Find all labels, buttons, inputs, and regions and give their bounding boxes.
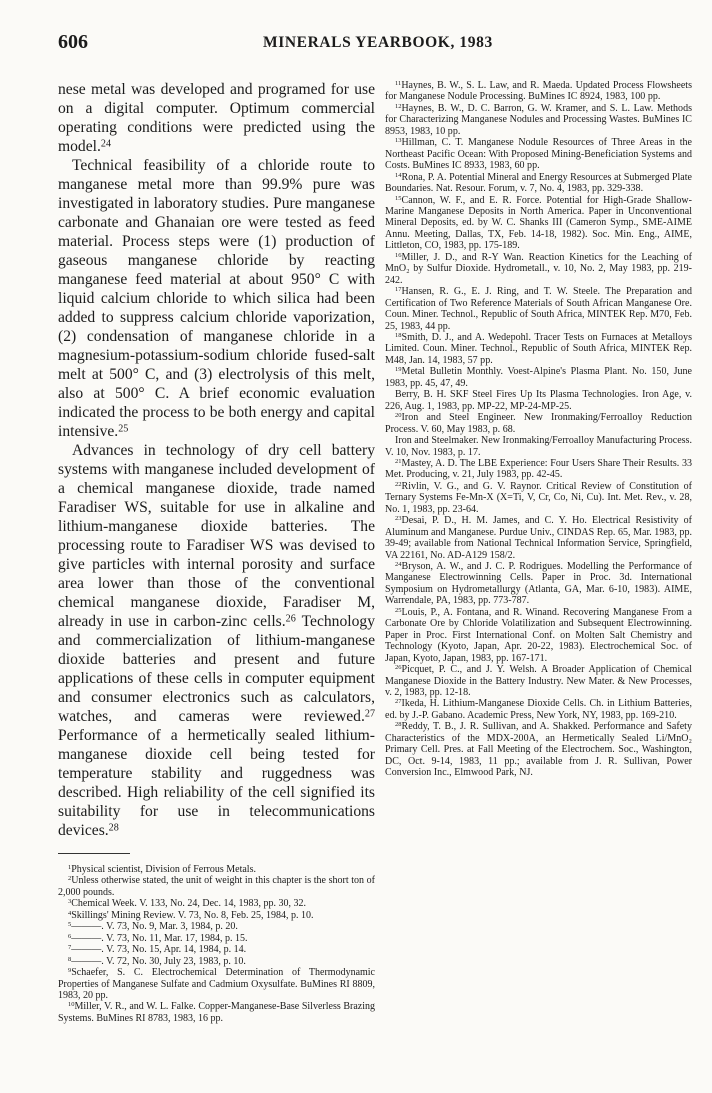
footnote-number: 26 — [395, 664, 402, 672]
footnote-text: Bryson, A. W., and J. C. P. Rodrigues. Modelling the Performance of Manganese Electrowinning Cells. Paper in Proc. 3d. International Symposium on Hydrometallurgy (Atlanta, GA, Mar. 6-10, 1983). AIME, Warrendale, PA, 1983, pp. 773-787. — [385, 561, 692, 607]
footnote-entry — [385, 103, 692, 137]
footnote-entry — [385, 664, 692, 698]
footnote-entry — [385, 332, 692, 366]
footnote-text: Smith, D. J., and A. Wedepohl. Tracer Tests on Furnaces at Metalloys Limited. Coun. Miner. Technol., Republic of South Africa, MINTEK Rep. M48, Jan. 14, 1983, 57 pp. — [385, 331, 692, 366]
page-number: 606 — [58, 31, 88, 53]
footnote-entry — [385, 195, 692, 252]
footnote-entry — [385, 80, 692, 103]
footnote-text: Metal Bulletin Monthly. Voest-Alpine's Plasma Plant. No. 150, June 1983, pp. 45, 47, 49. — [385, 366, 692, 389]
paragraph-text: nese metal was developed and programed for use on a digital computer. Optimum commercial operating conditions were predicted using the model. — [58, 81, 375, 155]
footnote-entry — [58, 875, 375, 898]
footnote-entry — [385, 366, 692, 389]
left-column — [58, 80, 375, 1080]
body-text — [58, 80, 375, 840]
footnote-ref-24: 24 — [100, 138, 112, 150]
footnote-entry — [385, 252, 692, 286]
footnote-text: Mastey, A. D. The LBE Experience: Four Users Share Their Results. 33 Met. Producing, v. 21, July 1983, pp. 42-45. — [385, 457, 692, 481]
footnote-entry — [58, 1001, 375, 1024]
footnote-number: 13 — [395, 137, 402, 145]
footnote-text: Picquet, P. C., and J. Y. Welsh. A Broader Application of Chemical Manganese Dioxide in the Battery Industry. New Mater. & New Processes, v. 2, 1983, pp. 12-18. — [385, 664, 692, 699]
footnote-entry — [58, 967, 375, 1001]
footnote-text: ———. V. 72, No. 30, July 23, 1983, p. 10. — [71, 955, 246, 967]
footnote-text: ———. V. 73, No. 15, Apr. 14, 1984, p. 14. — [71, 944, 247, 956]
footnote-text: Haynes, B. W., D. C. Barron, G. W. Kramer, and S. L. Law. Methods for Characterizing Manganese Nodules and Processing Wastes. BuMines IC 8953, 1983, 10 pp. — [385, 102, 692, 137]
footnote-entry — [385, 607, 692, 664]
footnote-entry — [58, 956, 375, 967]
footnote-entry — [385, 698, 692, 721]
footnote-number: 17 — [395, 286, 402, 294]
footnote-text: Hansen, R. G., E. J. Ring, and T. W. Steele. The Preparation and Certification of Two Reference Materials of South African Manganese Ore. Coun. Miner. Technol., Republic of South Africa, MINTEK Rep. M70, Feb. 25, 1983, 44 pp. — [385, 286, 692, 332]
footnote-entry — [58, 933, 375, 944]
footnote-number: 18 — [395, 332, 402, 340]
paragraph-text: Advances in technology of dry cell battery systems with manganese included development of a chemical manganese dioxide, trade named Faradiser WS, suitable for use in alkaline and lithium-manganese dioxide batteries. The processing route to Faradiser WS was devised to give particles with internal porosity and surface area lower than those of the conventional chemical manganese dioxide, Faradiser M, already in use in carbon-zinc cells. — [58, 442, 375, 630]
footnote-text: Iron and Steel Engineer. New Ironmaking/Ferroalloy Reduction Process. V. 60, May 1983, p. 68. — [385, 412, 692, 435]
footnote-divider — [58, 853, 130, 854]
footnote-entry — [385, 561, 692, 607]
footnote-text: Ikeda, H. Lithium-Manganese Dioxide Cells. Ch. in Lithium Batteries, ed. by J.-P. Gabano. Academic Press, New York, NY, 1983, pp. 169-210. — [385, 698, 692, 721]
running-head-title: MINERALS YEARBOOK, 1983 — [263, 34, 493, 51]
footnote-text: Physical scientist, Division of Ferrous Metals. — [71, 864, 256, 875]
footnote-entry — [385, 515, 692, 561]
footnote-number: 21 — [395, 458, 402, 466]
footnote-number: 10 — [68, 1001, 75, 1009]
footnote-ref-28: 28 — [108, 822, 119, 834]
footnote-text: Cannon, W. F., and E. R. Force. Potential for High-Grade Shallow-Marine Manganese Deposits in North America. Paper in Unconventional Mineral Deposits, ed. by W. C. Shanks III (Cameron Symp., SME-AIME Annu. Meeting, Dallas, TX, Feb. 14-18, 1982). Soc. Min. Eng., AIME, Littleton, CO, 1983, pp. 175-189. — [385, 194, 692, 252]
footnote-entry — [385, 458, 692, 481]
footnote-entry — [385, 481, 692, 515]
footnote-text: Schaefer, S. C. Electrochemical Determination of Thermodynamic Properties of Manganese Sulfate and Cadmium Oxysulfate. BuMines RI 8809, 1983, 20 pp. — [58, 967, 375, 1001]
footnote-text: Iron and Steelmaker. New Ironmaking/Ferroalloy Manufacturing Process. V. 10, Nov. 1983, p. 17. — [385, 435, 692, 458]
footnote-text: Reddy, T. B., J. R. Sullivan, and A. Shakked. Performance and Safety Characteristics of the MDX-200A, an Hermetically Sealed Li/MnO₂ Primary Cell. Pres. at Fall Meeting of the Electrochem. Soc., Washington, DC, Oct. 9-14, 1983, 11 pp.; available from J. R. Sullivan, Power Conversion Inc., Elmwood Park, NJ. — [385, 721, 692, 779]
footnote-number: 2 — [68, 875, 72, 883]
footnote-number: 14 — [395, 171, 402, 179]
footnote-entry — [385, 137, 692, 171]
footnote-ref-27: 27 — [364, 708, 375, 720]
paragraph-text: Technical feasibility of a chloride route to manganese metal more than 99.9% pure was investigated in laboratory studies. Pure manganese carbonate and Ghanaian ore were tested as feed material. Process steps were (1) production of gaseous manganese chloride by reacting manganese feed material at about 950° C with liquid calcium chloride to which silica had been added to suppress calcium chloride vaporization, (2) condensation of manganese chloride in a magnesium-potassium-sodium chloride fused-salt melt at 500° C, and (3) electrolysis of this melt, also at 500° C. A brief economic evaluation indicated the process to be both energy and capital intensive. — [58, 157, 375, 440]
footnote-number: 5 — [68, 921, 72, 929]
footnote-entry — [58, 921, 375, 932]
footnote-entry — [58, 910, 375, 921]
footnote-number: 6 — [68, 932, 72, 940]
footnote-entry — [58, 898, 375, 909]
footnote-number: 15 — [395, 194, 402, 202]
footnote-text: Berry, B. H. SKF Steel Fires Up Its Plasma Technologies. Iron Age, v. 226, Aug. 1, 1983, pp. MP-22, MP-24-MP-25. — [385, 389, 692, 412]
footnote-text: Rivlin, V. G., and G. V. Raynor. Critical Review of Constitution of Ternary Systems Fe-Mn-X (X=Ti, V, Cr, Co, Ni, Cu). Int. Met. Rev., v. 28, No. 1, 1983, pp. 23-64. — [385, 480, 692, 515]
footnote-entry — [385, 721, 692, 778]
footnote-number: 8 — [68, 955, 72, 963]
footnote-number: 25 — [395, 606, 402, 614]
footnote-entry — [385, 412, 692, 435]
footnote-text: Unless otherwise stated, the unit of weight in this chapter is the short ton of 2,000 pounds. — [58, 875, 375, 898]
footnote-text: Hillman, C. T. Manganese Nodule Resources of Three Areas in the Northeast Pacific Ocean: With Proposed Mining-Beneficiation Systems and Costs. BuMines IC 8933, 1983, 60 pp. — [385, 137, 692, 172]
footnote-number: 1 — [68, 864, 72, 872]
footnote-text: ———. V. 73, No. 11, Mar. 17, 1984, p. 15. — [71, 932, 248, 944]
footnote-number: 3 — [68, 898, 72, 906]
footnote-number: 16 — [395, 251, 402, 259]
footnote-text: Rona, P. A. Potential Mineral and Energy Resources at Submerged Plate Boundaries. Nat. Resour. Forum, v. 7, No. 4, 1983, pp. 329-338. — [385, 171, 692, 195]
footnote-number: 12 — [395, 102, 402, 110]
footnote-ref-25: 25 — [118, 423, 129, 435]
footnote-number: 23 — [395, 515, 402, 523]
footnote-text: Miller, J. D., and R-Y Wan. Reaction Kinetics for the Leaching of MnO₂ by Sulfur Dioxide. Hydrometall., v. 10, No. 2, May 1983, pp. 219-242. — [385, 251, 692, 286]
footnote-number: 22 — [395, 480, 402, 488]
footnotes — [58, 864, 375, 1024]
footnote-entry — [385, 435, 692, 458]
footnote-text: ———. V. 73, No. 9, Mar. 3, 1984, p. 20. — [71, 921, 238, 933]
footnote-text: Haynes, B. W., S. L. Law, and R. Maeda. Updated Process Flowsheets for Manganese Nodule Processing. BuMines IC 8924, 1983, 100 pp. — [385, 80, 692, 103]
references — [385, 80, 692, 779]
body-paragraph-3 — [58, 441, 375, 840]
footnote-number: 28 — [395, 721, 402, 729]
footnote-number: 24 — [395, 561, 402, 569]
footnote-text: Skillings' Mining Review. V. 73, No. 8, Feb. 25, 1984, p. 10. — [71, 909, 314, 921]
footnote-entry — [385, 172, 692, 195]
footnote-entry — [385, 286, 692, 332]
footnote-text: Miller, V. R., and W. L. Falke. Copper-Manganese-Base Silverless Brazing Systems. BuMines RI 8783, 1983, 16 pp. — [58, 1001, 375, 1024]
footnote-number: 19 — [395, 366, 402, 374]
footnote-number: 27 — [395, 698, 402, 706]
footnote-number: 20 — [395, 412, 402, 420]
footnote-text: Desai, P. D., H. M. James, and C. Y. Ho. Electrical Resistivity of Aluminum and Manganese. Purdue Univ., CINDAS Rep. 65, Mar. 1983, pp. 39-49; available from National Technical Information Service, Springfield, VA 22161, No. AD-A129 158/2. — [385, 515, 692, 561]
body-paragraph-2 — [58, 156, 375, 441]
footnote-entry — [58, 864, 375, 875]
right-column — [385, 80, 692, 1080]
footnote-ref-26: 26 — [285, 613, 296, 625]
paragraph-text: Technology and commercialization of lithium-manganese dioxide batteries and present and future applications of these cells in computer equipment and consumer electronics such as calculators, watches, and cameras were reviewed. — [58, 613, 375, 725]
footnote-number: 11 — [395, 80, 402, 88]
footnote-text: Louis, P., A. Fontana, and R. Winand. Recovering Manganese From a Carbonate Ore by Chloride Volatilization and Subsequent Electrowinning. Paper in Proc. First International Conf. on Molten Salt Chemistry and Technology (Kyoto, Japan, Apr. 20-22, 1983). Electrochemical Soc. of Japan, Kyoto, Japan, 1983, pp. 167-171. — [385, 606, 692, 664]
body-paragraph-1 — [58, 80, 375, 156]
footnote-entry — [385, 389, 692, 412]
footnote-text: Chemical Week. V. 133, No. 24, Dec. 14, 1983, pp. 30, 32. — [71, 898, 306, 910]
footnote-number: 7 — [68, 944, 72, 952]
footnote-number: 9 — [68, 967, 72, 975]
footnote-number: 4 — [68, 909, 72, 917]
footnote-entry — [58, 944, 375, 955]
paragraph-text: Performance of a hermetically sealed lithium-manganese dioxide cell being tested for temperature stability and ruggedness was described. High reliability of the cell signified its suitability for use in telecommunications devices. — [58, 727, 375, 839]
